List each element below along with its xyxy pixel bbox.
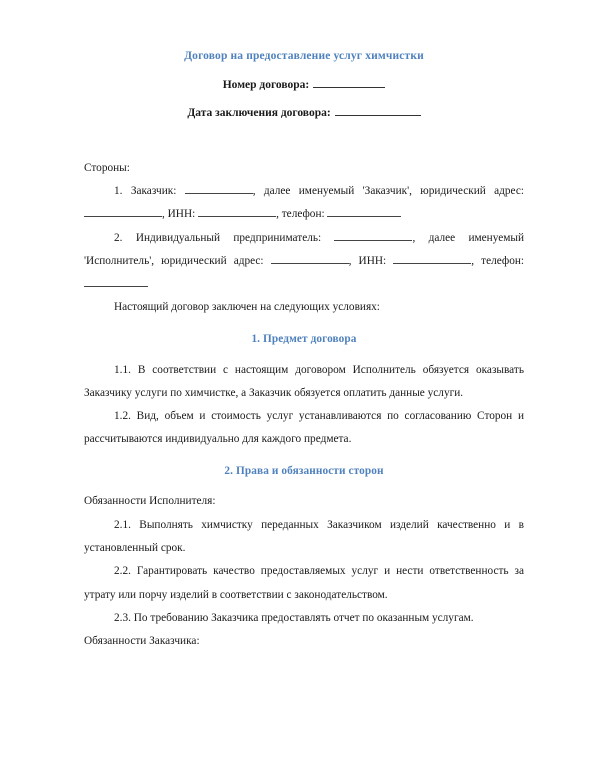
party-contractor-text-3: , ИНН: xyxy=(348,254,387,267)
party-contractor-text-2: , далее именуемый 'Исполнитель', юридический адрес: xyxy=(84,231,525,267)
party-customer xyxy=(84,180,524,227)
document-content xyxy=(84,50,524,653)
party-contractor-inn-blank[interactable] xyxy=(393,254,471,264)
section-heading-subject: 1. Предмет договора xyxy=(251,332,357,345)
party-contractor-phone-blank[interactable] xyxy=(84,277,148,287)
page-title: Договор на предоставление услуг химчистки xyxy=(184,50,424,62)
header-spacer xyxy=(84,133,524,157)
clause-2-1: 2.1. Выполнять химчистку переданных Заказчиком изделий качественно и в установленный срок. xyxy=(84,518,524,554)
party-customer-label: Заказчик: xyxy=(130,185,177,198)
parties-heading: Стороны: xyxy=(84,161,130,174)
party-customer-address-blank[interactable] xyxy=(84,207,162,217)
party-customer-text-4: , телефон: xyxy=(276,208,325,221)
clause-1-1: 1.1. В соответствии с настоящим договором Исполнитель обязуется оказывать Заказчику услуги по химчистке, а Заказчик обязуется оплатить данные услуги. xyxy=(84,363,524,399)
contract-number-line xyxy=(84,77,524,93)
contract-number-label: Номер договора: xyxy=(222,78,310,91)
contract-number-blank[interactable] xyxy=(313,77,385,88)
subheading-customer-duties: Обязанности Заказчика: xyxy=(84,635,200,648)
party-customer-text-3: , ИНН: xyxy=(162,208,196,221)
subheading-contractor-duties: Обязанности Исполнителя: xyxy=(84,495,216,508)
party-contractor-address-blank[interactable] xyxy=(271,254,349,264)
clause-1-2: 1.2. Вид, объем и стоимость услуг устанавливаются по согласованию Сторон и рассчитываются индивидуально для каждого предмета. xyxy=(84,410,524,446)
party-customer-name-blank[interactable] xyxy=(185,184,253,194)
party-contractor xyxy=(84,227,524,297)
clause-2-2: 2.2. Гарантировать качество предоставляемых услуг и нести ответственность за утрату или порчу изделий в соответствии с законодательством. xyxy=(84,565,524,601)
preamble-text: Настоящий договор заключен на следующих условиях: xyxy=(114,301,380,314)
clause-2-3: 2.3. По требованию Заказчика предоставлять отчет по оказанным услугам. xyxy=(114,611,474,624)
section-heading-rights: 2. Права и обязанности сторон xyxy=(224,464,384,477)
party-contractor-text-4: , телефон: xyxy=(471,254,525,267)
party-customer-phone-blank[interactable] xyxy=(327,207,401,217)
contract-date-blank[interactable] xyxy=(335,105,421,116)
party-customer-number: 1. xyxy=(114,185,123,198)
party-customer-text-2: , далее именуемый 'Заказчик', юридический адрес: xyxy=(252,185,524,198)
party-contractor-number: 2. xyxy=(114,231,123,244)
party-contractor-name-blank[interactable] xyxy=(334,231,412,241)
party-customer-inn-blank[interactable] xyxy=(198,207,276,217)
contract-date-line xyxy=(84,105,524,121)
contract-date-label: Дата заключения договора: xyxy=(187,106,331,119)
party-contractor-label: Индивидуальный предприниматель: xyxy=(135,231,322,244)
